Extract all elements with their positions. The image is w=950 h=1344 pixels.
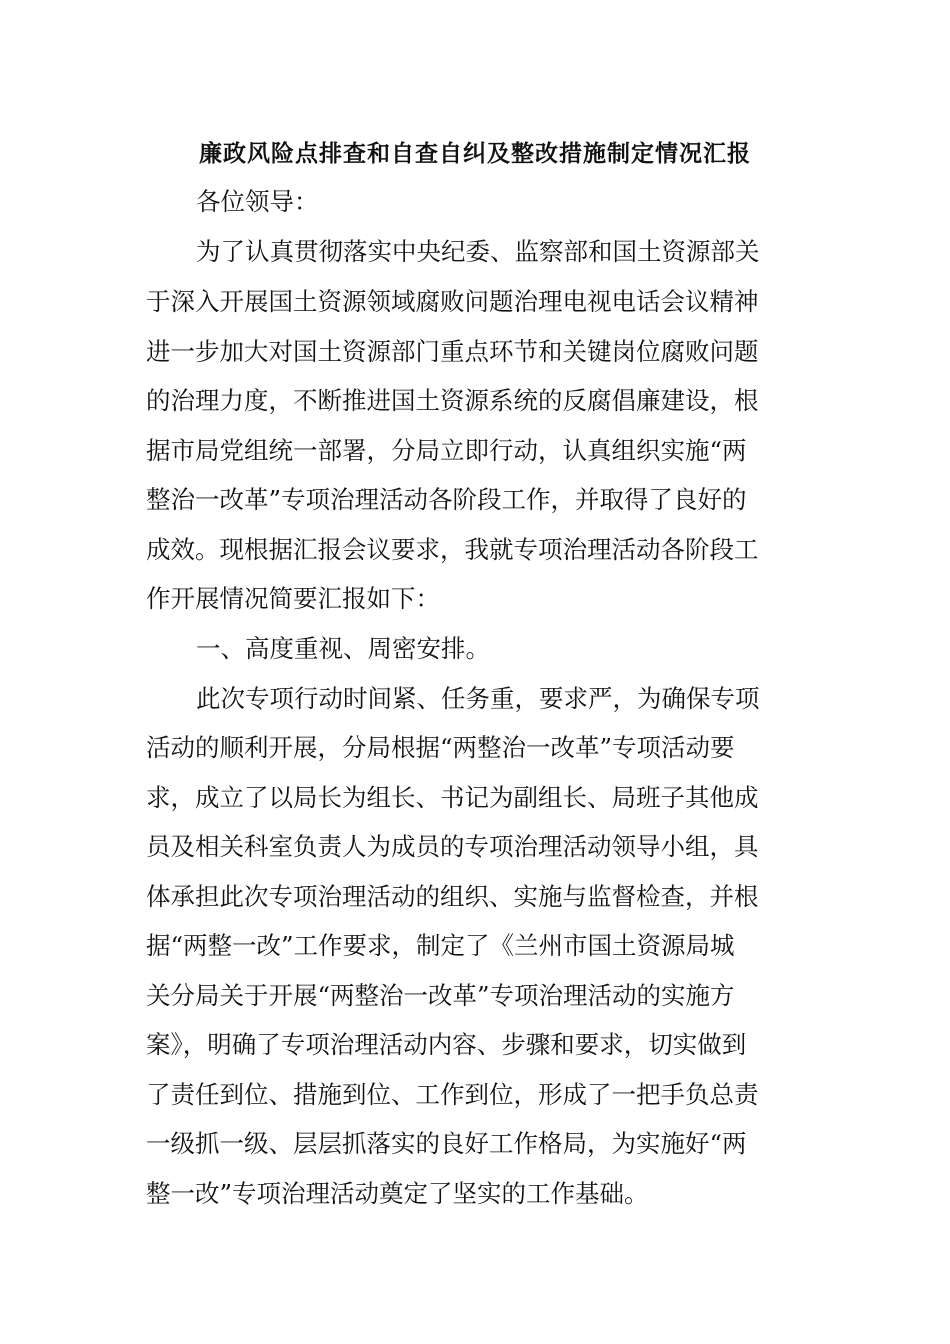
paragraph-line: 进一步加大对国土资源部门重点环节和关键岗位腐败问题: [146, 337, 759, 366]
paragraph-line: 的治理力度，不断推进国土资源系统的反腐倡廉建设，根: [146, 386, 759, 415]
paragraph-line: 整一改”专项治理活动奠定了坚实的工作基础。: [146, 1179, 649, 1208]
document-title: 廉政风险点排查和自查自纠及整改措施制定情况汇报: [199, 141, 751, 167]
paragraph-line: 据“两整一改”工作要求，制定了《兰州市国土资源局城: [146, 931, 735, 960]
paragraph-line: 一级抓一级、层层抓落实的良好工作格局，为实施好“两: [146, 1129, 747, 1158]
paragraph-line: 求，成立了以局长为组长、书记为副组长、局班子其他成: [146, 783, 759, 812]
section-heading: 一、高度重视、周密安排。: [196, 634, 490, 663]
paragraph-line: 据市局党组统一部署，分局立即行动，认真组织实施“两: [146, 436, 747, 465]
salutation: 各位领导：: [196, 187, 319, 216]
paragraph-line: 关分局关于开展“两整治一改革”专项治理活动的实施方: [146, 981, 735, 1010]
paragraph-line: 成效。现根据汇报会议要求，我就专项治理活动各阶段工: [146, 535, 759, 564]
paragraph-line: 于深入开展国土资源领域腐败问题治理电视电话会议精神: [146, 287, 759, 316]
paragraph-line: 活动的顺利开展，分局根据“两整治一改革”专项活动要: [146, 733, 735, 762]
paragraph-line: 作开展情况简要汇报如下：: [146, 584, 440, 613]
paragraph-line: 员及相关科室负责人为成员的专项治理活动领导小组，具: [146, 832, 759, 861]
paragraph-line: 体承担此次专项治理活动的组织、实施与监督检查，并根: [146, 882, 759, 911]
paragraph-line: 案》，明确了专项治理活动内容、步骤和要求，切实做到: [146, 1030, 747, 1059]
paragraph-line: 整治一改革”专项治理活动各阶段工作，并取得了良好的: [146, 485, 747, 514]
paragraph-line: 此次专项行动时间紧、任务重，要求严，为确保专项: [196, 684, 760, 713]
paragraph-line: 为了认真贯彻落实中央纪委、监察部和国土资源部关: [196, 237, 760, 266]
paragraph-line: 了责任到位、措施到位、工作到位，形成了一把手负总责: [146, 1080, 759, 1109]
